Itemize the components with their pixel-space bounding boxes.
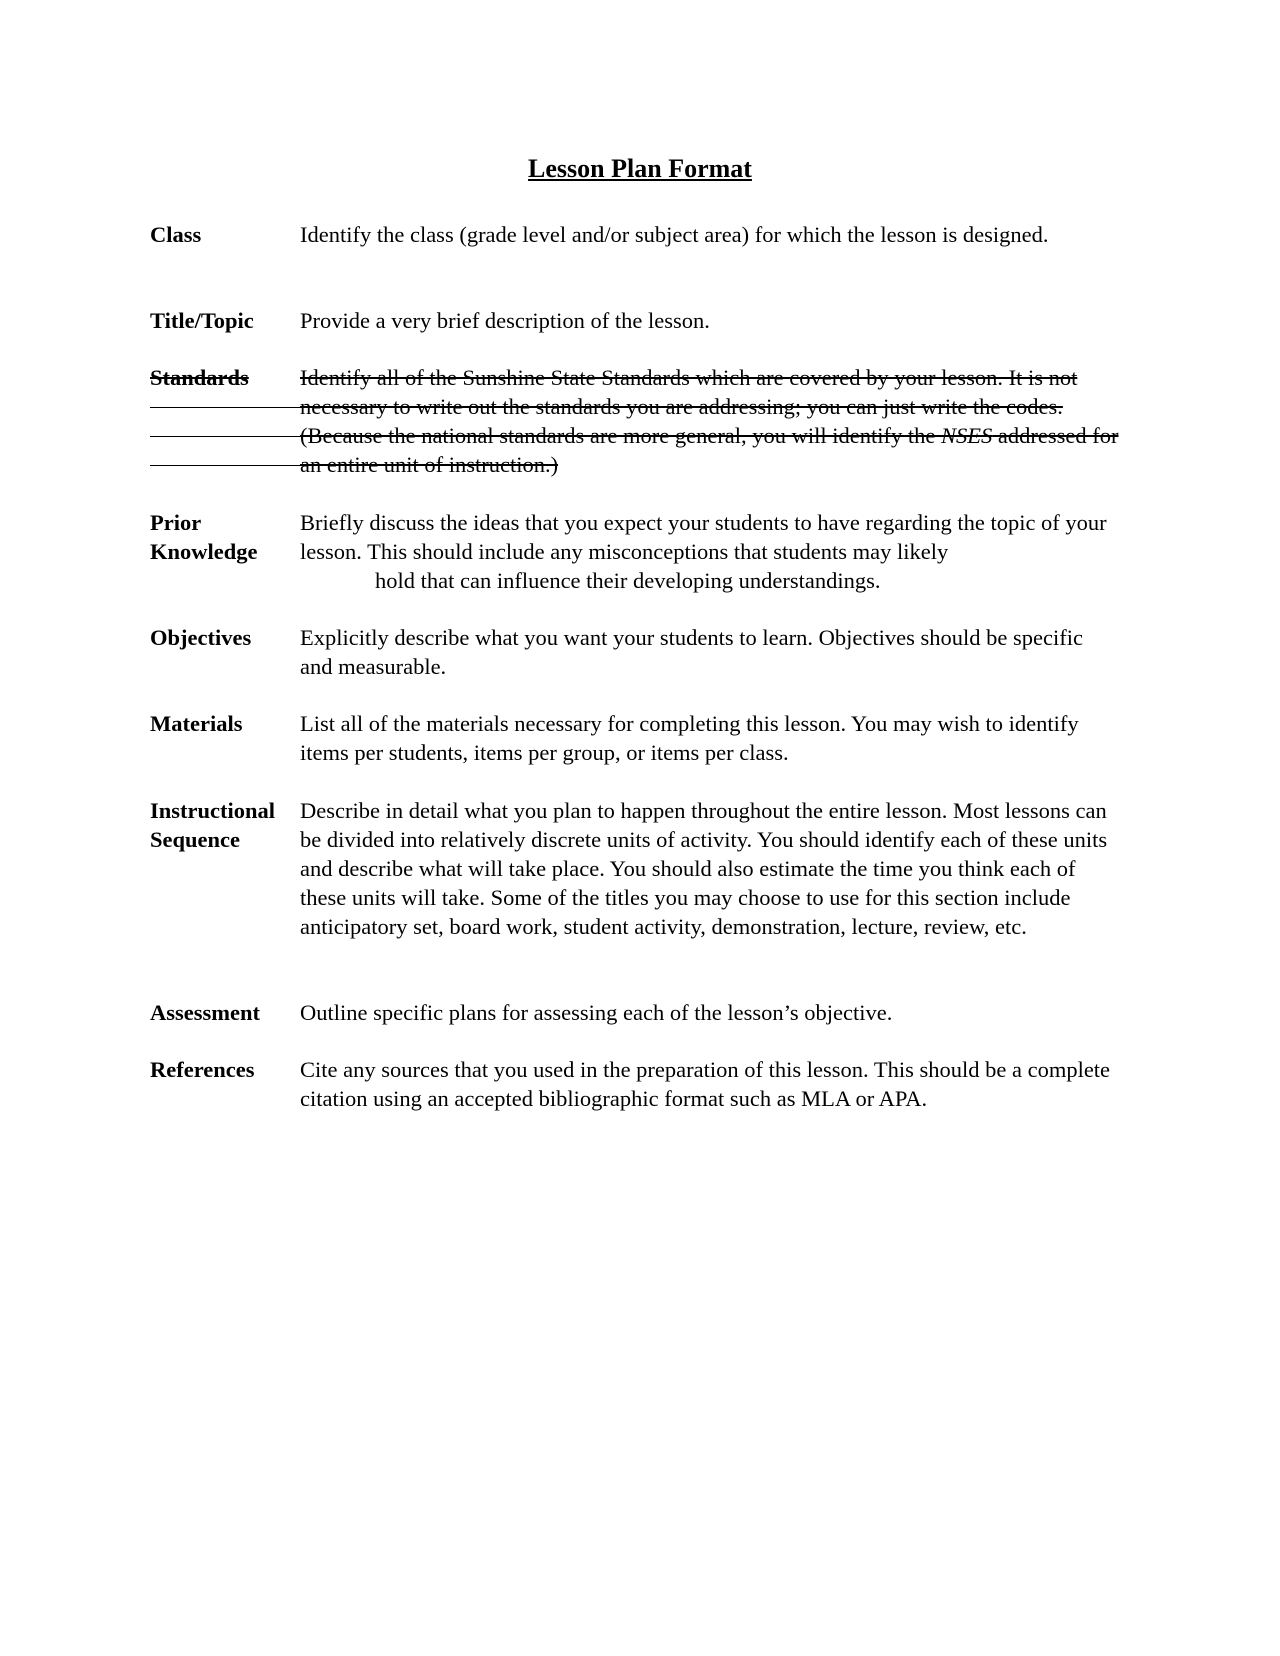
section-description: Identify the class (grade level and/or subject area) for which the lesson is designed. (300, 222, 1049, 247)
section-label: Objectives (150, 625, 252, 650)
section-label: References (150, 1057, 255, 1082)
section-prior-knowledge (150, 508, 1130, 595)
section-label (150, 796, 300, 854)
section-label (150, 508, 300, 566)
section-description: List all of the materials necessary for completing this lesson. You may wish to identify items per students, items per group, or items per class. (300, 711, 1079, 765)
section-label: Materials (150, 711, 243, 736)
section-materials (150, 709, 1130, 767)
standards-text-part2: addressed for an entire unit of instruction.) (300, 423, 1119, 477)
section-references (150, 1055, 1130, 1113)
section-description: Explicitly describe what you want your students to learn. Objectives should be specific and measurable. (300, 625, 1083, 679)
section-label: Class (150, 222, 202, 247)
description-text: Briefly discuss the ideas that you expect your students to have regarding the topic of your lesson. This should include any misconceptions that students may likely (300, 510, 1107, 564)
section-description: Describe in detail what you plan to happen throughout the entire lesson. Most lessons can be divided into relatively discrete units of activity. You should identify each of these units and describe what will take place. You should also estimate the time you think each of these units will take. Some of the titles you may choose to use for this section include anticipatory set, board work, student activity, demonstration, lecture, review, etc. (300, 798, 1108, 939)
description-indented-text: hold that can influence their developing understandings. (375, 568, 881, 593)
label-line: Sequence (150, 827, 240, 852)
standards-nses: NSES (941, 423, 993, 448)
section-objectives (150, 623, 1130, 681)
section-instructional-sequence (150, 796, 1130, 941)
strike-rule (150, 407, 300, 408)
label-line: Knowledge (150, 539, 258, 564)
label-line: Prior (150, 510, 202, 535)
section-assessment (150, 998, 1130, 1027)
section-title-topic (150, 306, 1130, 335)
section-description: Cite any sources that you used in the preparation of this lesson. This should be a complete citation using an accepted bibliographic format such as MLA or APA. (300, 1057, 1111, 1111)
section-label: Title/Topic (150, 308, 254, 333)
section-label: Assessment (150, 1000, 260, 1025)
strike-rule (150, 465, 300, 466)
document-title: Lesson Plan Format (528, 154, 752, 183)
section-description: Outline specific plans for assessing each of the lesson’s objective. (300, 1000, 893, 1025)
section-description (300, 508, 1120, 595)
section-description (300, 363, 1120, 479)
strike-rule (150, 436, 300, 437)
standards-text-part1: Identify all of the Sunshine State Standards which are covered by your lesson. It is not necessary to write out the standards you are addressing; you can just write the codes. (Because the national standards are more general, you will identify the (300, 365, 1078, 448)
section-description: Provide a very brief description of the lesson. (300, 308, 710, 333)
section-standards (150, 363, 1130, 479)
section-class (150, 220, 1130, 249)
label-line: Instructional (150, 798, 276, 823)
section-label: Standards (150, 365, 249, 390)
